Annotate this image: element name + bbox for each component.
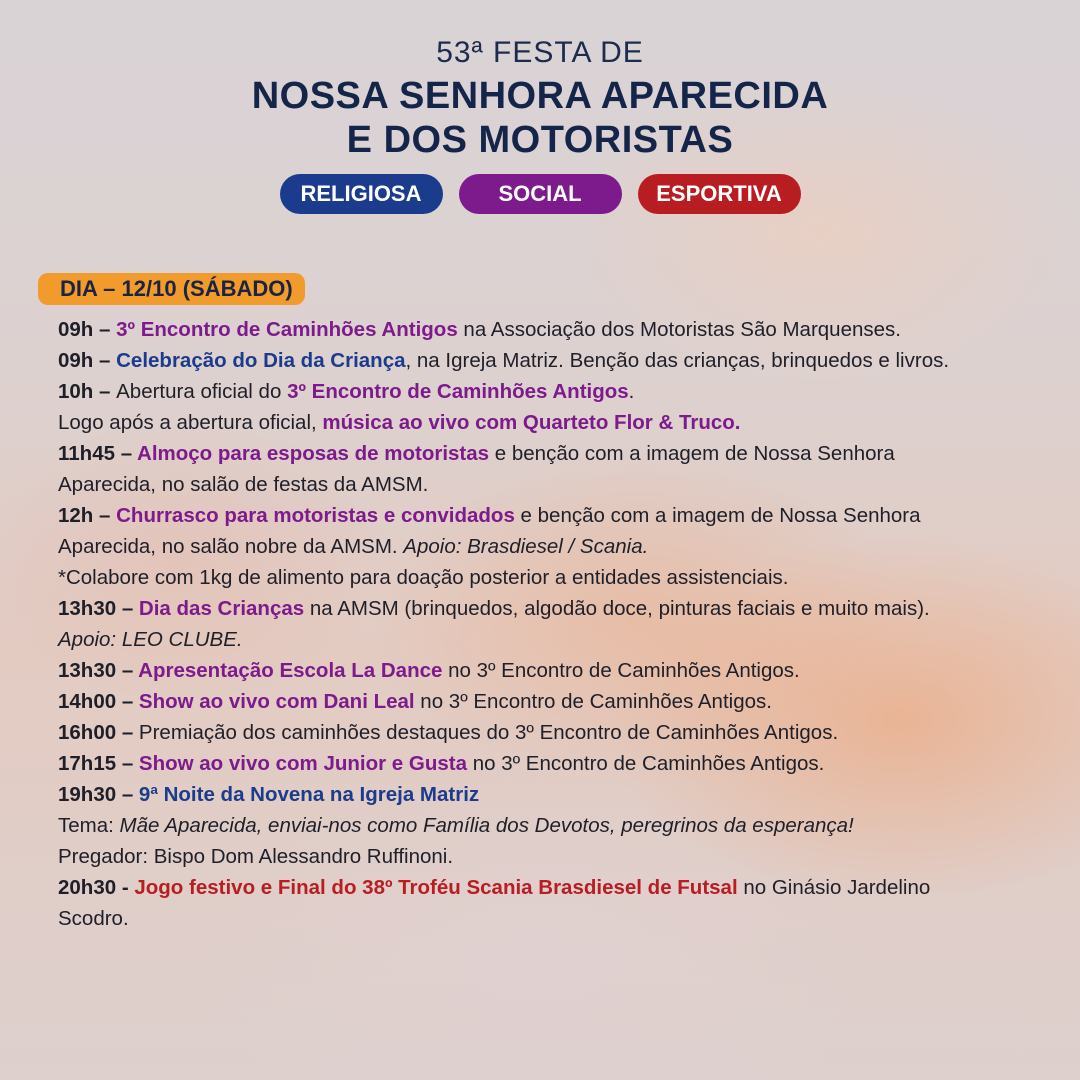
event-text: , na Igreja Matriz. Benção das crianças, brinquedos e livros. (405, 349, 950, 372)
event-time: 14h00 – (58, 690, 139, 713)
schedule-line (58, 748, 1048, 779)
event-text: Pregador: Bispo Dom Alessandro Ruffinoni. (58, 845, 454, 868)
event-text: Logo após a abertura oficial, (58, 411, 323, 434)
event-text: no 3º Encontro de Caminhões Antigos. (442, 659, 800, 682)
day-badge: DIA – 12/10 (SÁBADO) (38, 273, 305, 305)
event-text: no Ginásio Jardelino (737, 876, 931, 899)
event-text: Scodro. (58, 907, 129, 930)
event-text: e benção com a imagem de Nossa Senhora (514, 504, 921, 527)
italic-note: Apoio: LEO CLUBE. (58, 628, 243, 651)
event-time: 17h15 – (58, 752, 139, 775)
event-text: no 3º Encontro de Caminhões Antigos. (414, 690, 772, 713)
event-text: e benção com a imagem de Nossa Senhora (489, 442, 895, 465)
title-line-2: E DOS MOTORISTAS (346, 119, 734, 161)
schedule-line (58, 903, 1048, 934)
schedule-list (58, 314, 1048, 934)
event-text: . (628, 380, 635, 403)
pre-title: 53ª FESTA DE (436, 36, 644, 69)
schedule-line (58, 407, 1048, 438)
event-time: 19h30 – (58, 783, 139, 806)
event-text: Tema: (58, 814, 120, 837)
event-highlight-social: 3º Encontro de Caminhões Antigos (287, 380, 629, 403)
schedule-line (58, 438, 1048, 469)
title-line-1: NOSSA SENHORA APARECIDA (251, 75, 829, 117)
schedule-line (58, 562, 1048, 593)
event-text: *Colabore com 1kg de alimento para doação posterior a entidades assistenciais. (58, 566, 789, 589)
event-time: 13h30 – (58, 597, 139, 620)
schedule-line (58, 345, 1048, 376)
schedule-line (58, 314, 1048, 345)
event-highlight-religiosa: Celebração do Dia da Criança (116, 349, 406, 372)
schedule-line (58, 686, 1048, 717)
event-time: 09h – (58, 349, 117, 372)
italic-note: Mãe Aparecida, enviai-nos como Família dos Devotos, peregrinos da esperança! (119, 814, 854, 837)
schedule-line (58, 810, 1048, 841)
event-highlight-social: Apresentação Escola La Dance (138, 659, 443, 682)
event-highlight-social: Show ao vivo com Dani Leal (138, 690, 415, 713)
schedule-line (58, 376, 1048, 407)
event-time: 13h30 – (58, 659, 139, 682)
event-highlight-social: Almoço para esposas de motoristas (137, 442, 490, 465)
schedule-line (58, 841, 1048, 872)
page-title (0, 74, 1080, 162)
badge-social: SOCIAL (459, 174, 622, 214)
event-highlight-esportiva: Jogo festivo e Final do 38º Troféu Scania Brasdiesel de Futsal (134, 876, 738, 899)
event-text: na Associação dos Motoristas São Marquenses. (457, 318, 901, 341)
event-time: 20h30 - (58, 876, 135, 899)
event-highlight-social: 3º Encontro de Caminhões Antigos (116, 318, 458, 341)
schedule-line (58, 624, 1048, 655)
event-time: 10h – (58, 380, 117, 403)
event-highlight-social: Dia das Crianças (138, 597, 305, 620)
schedule-line (58, 469, 1048, 500)
schedule-line (58, 500, 1048, 531)
event-time: 09h – (58, 318, 117, 341)
schedule-line (58, 531, 1048, 562)
event-time: 16h00 – (58, 721, 139, 744)
italic-note: Apoio: Brasdiesel / Scania. (403, 535, 649, 558)
event-text: Abertura oficial do (116, 380, 288, 403)
event-text: na AMSM (brinquedos, algodão doce, pinturas faciais e muito mais). (304, 597, 930, 620)
event-time: 12h – (58, 504, 117, 527)
event-highlight-social: Show ao vivo com Junior e Gusta (138, 752, 467, 775)
schedule-line (58, 872, 1048, 903)
event-highlight-social: Churrasco para motoristas e convidados (116, 504, 515, 527)
event-time: 11h45 – (58, 442, 138, 465)
event-text: no 3º Encontro de Caminhões Antigos. (467, 752, 825, 775)
schedule-line (58, 655, 1048, 686)
event-highlight-social: música ao vivo com Quarteto Flor & Truco. (322, 411, 741, 434)
event-text: Aparecida, no salão de festas da AMSM. (58, 473, 429, 496)
category-badges (0, 174, 1080, 214)
schedule-line (58, 779, 1048, 810)
schedule-line (58, 593, 1048, 624)
badge-religiosa: RELIGIOSA (280, 174, 443, 214)
event-text: Aparecida, no salão nobre da AMSM. (58, 535, 404, 558)
schedule-line (58, 717, 1048, 748)
event-text: Premiação dos caminhões destaques do 3º Encontro de Caminhões Antigos. (138, 721, 839, 744)
badge-esportiva: ESPORTIVA (638, 174, 801, 214)
event-highlight-religiosa: 9ª Noite da Novena na Igreja Matriz (138, 783, 480, 806)
